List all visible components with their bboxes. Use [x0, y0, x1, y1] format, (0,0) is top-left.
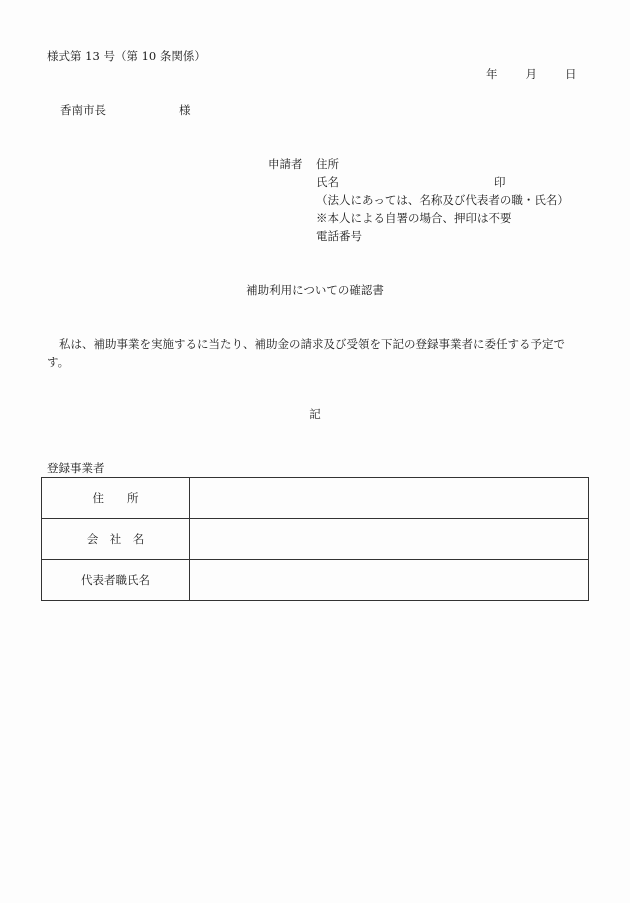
applicant-phone: 電話番号: [316, 229, 362, 243]
date-line: [486, 67, 577, 81]
date-day: 日: [565, 67, 577, 81]
form-number: 様式第 13 号（第 10 条関係）: [47, 49, 206, 63]
registered-business-table: [41, 477, 589, 601]
table-caption: 登録事業者: [47, 461, 105, 475]
date-year: 年: [486, 67, 498, 81]
applicant-address: 住所: [316, 157, 339, 171]
seal-mark: 印: [494, 175, 506, 189]
applicant-label: 申請者: [268, 157, 303, 171]
row-value-address[interactable]: [190, 478, 589, 519]
table-row: [42, 478, 589, 519]
row-label-company: 会 社 名: [42, 519, 190, 560]
body-paragraph: 私は、補助事業を実施するに当たり、補助金の請求及び受領を下記の登録事業者に委任する予定です。: [47, 337, 565, 369]
document-title: 補助利用についての確認書: [246, 283, 384, 297]
ki-heading: 記: [309, 407, 321, 421]
date-month: 月: [525, 67, 537, 81]
row-value-company[interactable]: [190, 519, 589, 560]
table-row: [42, 560, 589, 601]
applicant-name: 氏名: [316, 175, 339, 189]
row-label-representative: 代表者職氏名: [42, 560, 190, 601]
addressee-name: 香南市長: [60, 103, 106, 117]
addressee-honorific: 様: [179, 103, 191, 117]
addressee: [60, 103, 191, 117]
corporate-note: （法人にあっては、名称及び代表者の職・氏名）: [316, 193, 569, 207]
table-row: [42, 519, 589, 560]
row-label-address: 住 所: [42, 478, 190, 519]
signature-note: ※本人による自署の場合、押印は不要: [316, 211, 512, 225]
row-value-representative[interactable]: [190, 560, 589, 601]
